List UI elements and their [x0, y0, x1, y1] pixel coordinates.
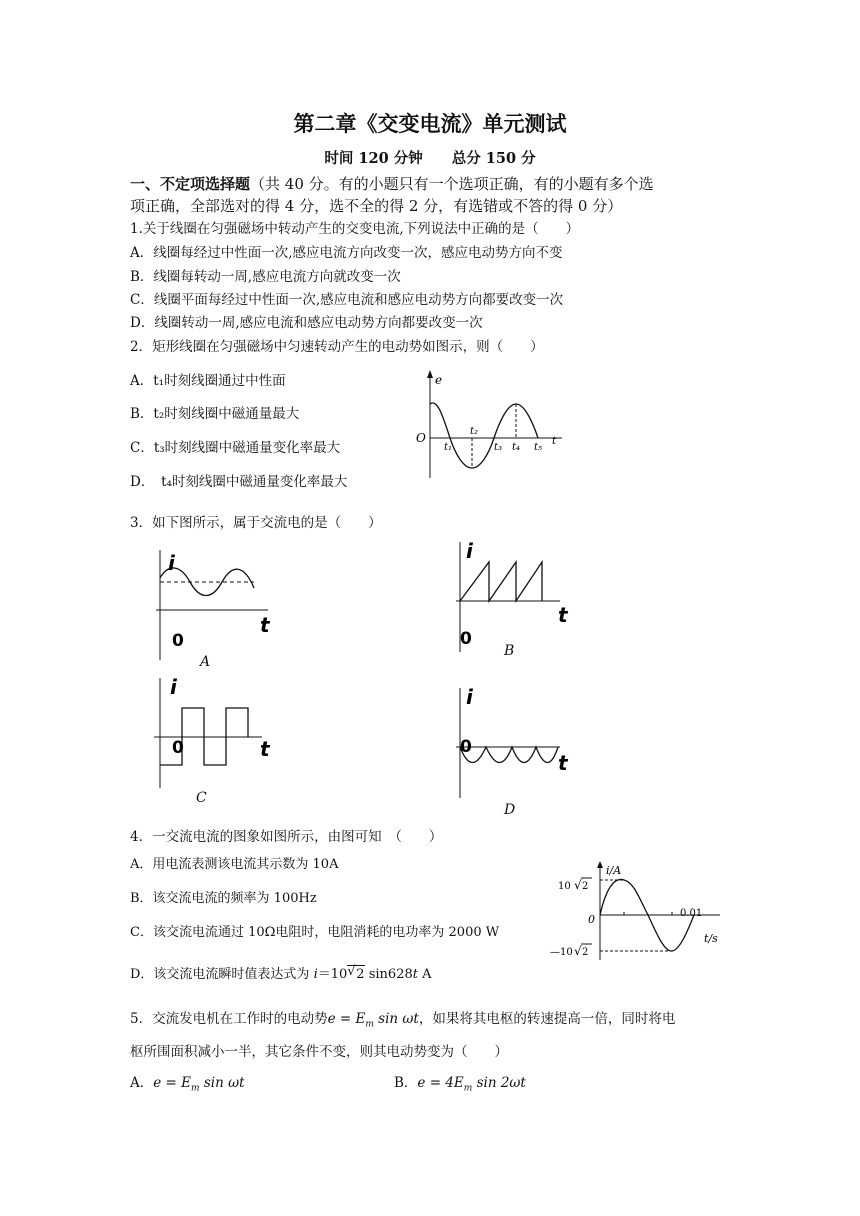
q2-t5-label: t₅ [534, 442, 543, 453]
q5-option-b [394, 1074, 526, 1098]
q4-tick-label: 0.01 [680, 908, 703, 919]
q4-d-t: t [412, 967, 418, 982]
section-intro-line1 [130, 175, 654, 193]
q1-option-a: A．线圈每经过中性面一次,感应电流方向改变一次，感应电动势方向不变 [130, 245, 563, 261]
q3-stem: 3．如下图所示，属于交流电的是（ ） [130, 515, 382, 531]
q3d-y-label: i [466, 685, 473, 709]
q1-option-c: C．线圈平面每经过中性面一次,感应电流和感应电动势方向都要改变一次 [130, 292, 564, 308]
section-heading: 一、不定项选择题 [130, 175, 251, 193]
q5-stem-a: 5．交流发电机在工作时的电动势 [130, 1011, 328, 1027]
q3a-x-label: t [260, 613, 270, 637]
q4-d-sqrt: √ 2 [347, 964, 365, 982]
q5-formula: e = E [327, 1011, 366, 1027]
q2-graph [410, 368, 570, 480]
section-intro-text: （共 40 分。有的小题只有一个选项正确，有的小题有多个选 [250, 175, 654, 193]
q5-b-f2: sin 2ωt [472, 1075, 526, 1091]
q3b-origin-label: 0 [460, 629, 472, 649]
q5-stem-b: ，如果将其电枢的转速提高一倍，同时将电 [418, 1011, 676, 1027]
q2-y-label: e [435, 373, 443, 387]
q4-graph [548, 860, 728, 962]
q2-stem: 2．矩形线圈在匀强磁场中匀速转动产生的电动势如图示，则（ ） [130, 339, 544, 355]
q3d-origin-label: 0 [460, 737, 472, 757]
q4-d-i: i [313, 967, 318, 982]
q3-caption-a: A [200, 654, 211, 670]
q4-pos-sqrt-sign: √ [574, 878, 582, 892]
q3-caption-b: B [504, 643, 515, 659]
q5-b-sub: m [463, 1083, 473, 1094]
q4-option-c: C．该交流电流通过 10Ω电阻时，电阻消耗的电功率为 2000 W [130, 925, 500, 940]
q4-stem: 4．一交流电流的图象如图所示，由图可知 （ ） [130, 829, 443, 845]
q4-option-a: A．用电流表测该电流其示数为 10A [130, 857, 339, 872]
q4-option-d [130, 965, 432, 984]
q5-a-prefix: A． [130, 1075, 154, 1091]
q2-t1-label: t₁ [444, 442, 453, 453]
page-title: 第二章《交变电流》单元测试 [293, 111, 567, 136]
q4-d-prefix: D．该交流电流瞬时值表达式为 [130, 967, 310, 982]
q2-t3-label: t₃ [494, 442, 503, 453]
q3d-x-label: t [558, 751, 568, 775]
q5-formula2: sin ωt [373, 1011, 419, 1027]
q5-option-a [130, 1074, 245, 1098]
q5-b-f1: e = 4E [417, 1075, 464, 1091]
q3b-y-label: i [466, 539, 473, 563]
section-intro-line2: 项正确，全部选对的得 4 分，选不全的得 2 分，有选错或不答的得 0 分） [130, 197, 623, 215]
page-subtitle: 时间 120 分钟 总分 150 分 [324, 150, 536, 167]
q4-neg-label: —10 [550, 947, 573, 958]
q2-option-c: C．t₃时刻线圈中磁通量变化率最大 [130, 440, 341, 456]
q2-option-a: A．t₁时刻线圈通过中性面 [130, 373, 286, 389]
q4-d-mid: ＝10 [317, 967, 348, 982]
q5-stem-line2: 枢所围面积减小一半，其它条件不变，则其电动势变为（ ） [130, 1044, 508, 1060]
q5-a-sub: m [191, 1083, 200, 1094]
q3-graph-b [452, 540, 582, 655]
q4-y-label: i/A [606, 864, 622, 877]
q5-a-f2: sin ωt [199, 1075, 245, 1091]
q2-t2-label: t₂ [470, 426, 479, 437]
q3-caption-d: D [504, 802, 516, 818]
q3-caption-c: C [196, 790, 207, 806]
q4-pos-sqrt: 2 [582, 881, 589, 892]
q2-x-label: t [552, 436, 557, 447]
q2-origin-label: O [416, 431, 426, 445]
q4-neg-sqrt-sign: √ [574, 944, 582, 958]
q2-t4-label: t₄ [512, 442, 521, 453]
q4-x-label: t/s [704, 932, 718, 945]
q5-formula-sub: m [365, 1019, 374, 1030]
q4-pos-label: 10 [558, 881, 571, 892]
q3a-y-label: i [168, 551, 175, 575]
q3a-origin-label: 0 [172, 631, 184, 651]
q4-d-unit: A [422, 967, 432, 982]
q3c-x-label: t [260, 737, 270, 761]
q1-option-b: B．线圈每转动一周,感应电流方向就改变一次 [130, 269, 401, 285]
q5-a-f1: e = E [153, 1075, 191, 1091]
q3-graph-c [150, 676, 280, 791]
q4-origin-label: 0 [588, 913, 595, 926]
q4-option-b: B．该交流电流的频率为 100Hz [130, 891, 317, 906]
q3b-x-label: t [558, 603, 568, 627]
q4-d-sqrt-value: 2 [356, 967, 365, 982]
q3-graph-a [150, 548, 280, 663]
q2-option-b: B．t₂时刻线圈中磁通量最大 [130, 406, 300, 422]
q1-stem: 1.关于线圈在匀强磁场中转动产生的交变电流,下列说法中正确的是（ ） [130, 221, 580, 237]
q3-graph-d [452, 686, 582, 801]
q2-option-d: D． t₄时刻线圈中磁通量变化率最大 [130, 474, 348, 490]
q3c-y-label: i [170, 675, 177, 699]
q1-option-d: D．线圈转动一周,感应电流和感应电动势方向都要改变一次 [130, 315, 483, 331]
q5-b-prefix: B． [394, 1075, 418, 1091]
q4-neg-sqrt: 2 [582, 947, 589, 958]
q4-d-sin: sin628 [368, 967, 413, 982]
q5-stem-line1 [130, 1010, 675, 1034]
q3c-origin-label: 0 [172, 738, 184, 758]
